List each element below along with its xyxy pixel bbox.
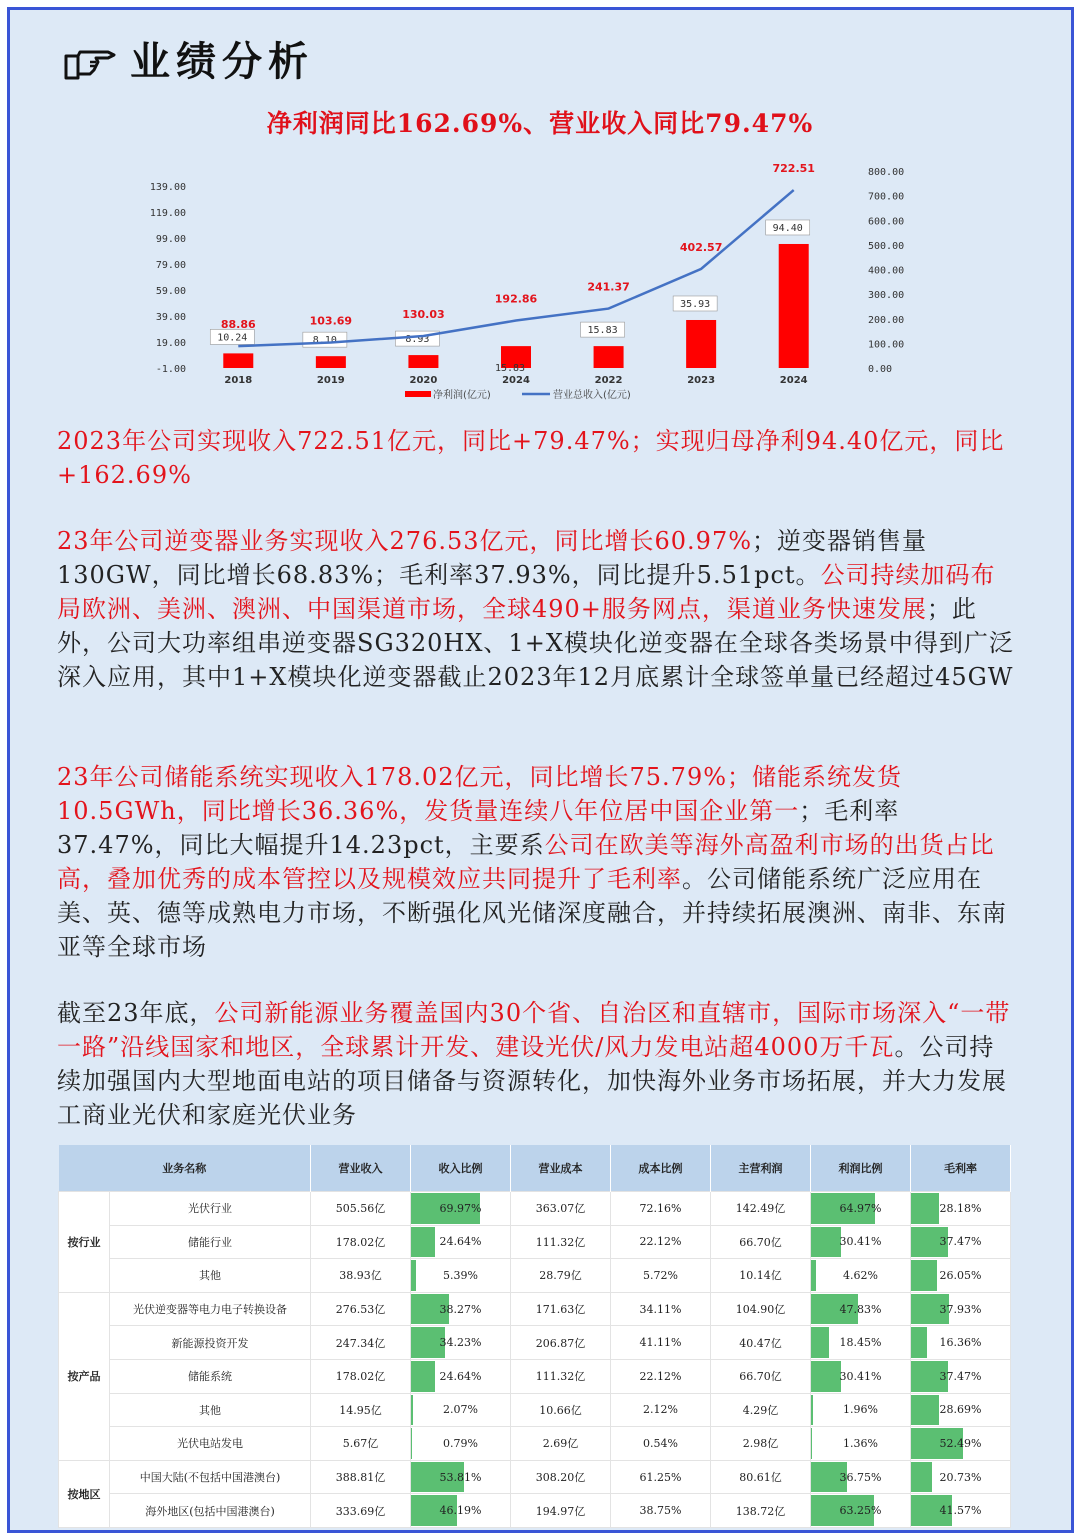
business-name-cell: 新能源投资开发 (110, 1326, 311, 1360)
gross-margin-cell (911, 1494, 1011, 1528)
data-bar (911, 1462, 932, 1493)
section-header (60, 26, 314, 90)
cell-value: 46.19% (439, 1504, 482, 1518)
cell-value: 24.64% (439, 1369, 482, 1383)
revenue-share-cell (411, 1326, 511, 1360)
table-header-row (59, 1145, 1011, 1192)
data-bar (411, 1260, 416, 1291)
right-axis-tick: 800.00 (868, 167, 905, 178)
cell-value: 20.73% (939, 1470, 982, 1484)
profit-share-cell (811, 1259, 911, 1293)
cell-value: 1.36% (843, 1436, 878, 1450)
cost-cell: 194.97亿 (511, 1494, 611, 1528)
cost-share-cell: 72.16% (611, 1192, 711, 1226)
revenue-cell: 276.53亿 (311, 1292, 411, 1326)
gross-margin-cell (911, 1292, 1011, 1326)
cost-cell: 111.32亿 (511, 1225, 611, 1259)
cell-value: 64.97% (839, 1201, 882, 1215)
cost-share-cell: 22.12% (611, 1225, 711, 1259)
business-name-cell: 储能行业 (110, 1225, 311, 1259)
x-axis-tick: 2018 (224, 375, 253, 386)
bar-net-profit (686, 320, 716, 368)
profit-share-cell (811, 1359, 911, 1393)
table-row (59, 1393, 1011, 1427)
table-row (59, 1259, 1011, 1293)
table-row (59, 1460, 1011, 1494)
data-bar (911, 1193, 939, 1224)
cost-share-cell: 0.54% (611, 1427, 711, 1461)
profit-share-cell (811, 1292, 911, 1326)
bar-data-label: 15.83 (494, 363, 526, 374)
column-header: 业务名称 (59, 1145, 311, 1192)
right-axis-tick: 200.00 (868, 314, 905, 326)
bar-net-profit (408, 355, 438, 368)
data-bar (911, 1260, 937, 1291)
cell-value: 28.18% (939, 1201, 982, 1215)
bar-net-profit (223, 353, 253, 368)
cell-value: 26.05% (939, 1268, 982, 1282)
cost-share-cell: 2.12% (611, 1393, 711, 1427)
body-text: ；毛利率37.47%，同比大幅提升14.23pct，主要系 (57, 797, 900, 859)
profit-cell: 142.49亿 (711, 1192, 811, 1226)
table-row (59, 1494, 1011, 1528)
x-axis-tick: 2023 (687, 375, 716, 386)
cell-value: 0.79% (443, 1436, 478, 1450)
revenue-profit-chart (140, 158, 920, 408)
right-axis-tick: 300.00 (868, 290, 905, 302)
right-axis-tick: 100.00 (868, 339, 905, 351)
business-name-cell: 储能系统 (110, 1359, 311, 1393)
gross-margin-cell (911, 1192, 1011, 1226)
gross-margin-cell (911, 1326, 1011, 1360)
right-axis-tick: 700.00 (868, 191, 905, 203)
left-axis-tick: 79.00 (155, 260, 186, 271)
bar-data-label: 94.40 (772, 222, 803, 234)
data-bar (811, 1227, 841, 1258)
left-axis-tick: 39.00 (155, 312, 186, 323)
paragraph (57, 524, 1017, 694)
highlighted-text: 公司在欧美等海外高盈利市场的出货占比高，叠加优秀的成本管控以及规模效应共同提升了毛利率 (57, 831, 995, 893)
line-data-label: 722.51 (772, 162, 815, 176)
profit-cell: 2.98亿 (711, 1427, 811, 1461)
cost-cell: 28.79亿 (511, 1259, 611, 1293)
business-name-cell: 中国大陆(不包括中国港澳台) (110, 1460, 311, 1494)
line-data-label: 192.86 (494, 292, 538, 306)
bar-net-profit (316, 356, 346, 368)
paragraph (57, 424, 1017, 492)
cost-cell: 171.63亿 (511, 1292, 611, 1326)
column-header: 成本比例 (611, 1145, 711, 1192)
cell-value: 18.45% (839, 1336, 882, 1350)
cell-value: 16.36% (939, 1336, 982, 1350)
profit-cell: 66.70亿 (711, 1225, 811, 1259)
paragraph (57, 996, 1017, 1132)
highlighted-text: 公司持续加码布局欧洲、美洲、澳洲、中国渠道市场，全球490+服务网点，渠道业务快速发展 (57, 561, 996, 623)
cost-cell: 2.69亿 (511, 1427, 611, 1461)
bar-data-label: 8.10 (312, 335, 337, 347)
x-axis-tick: 2020 (409, 375, 438, 386)
bar-data-label: 8.93 (405, 334, 430, 346)
revenue-share-cell (411, 1494, 511, 1528)
body-text: ；逆变器销售量130GW，同比增长68.83%；毛利率37.93%，同比提升5.51pct。 (57, 527, 928, 589)
revenue-cell: 247.34亿 (311, 1326, 411, 1360)
group-label: 按产品 (59, 1292, 110, 1460)
line-data-label: 88.86 (220, 318, 256, 332)
legend-label: 净利润(亿元) (433, 390, 491, 401)
profit-share-cell (811, 1192, 911, 1226)
cell-value: 34.23% (439, 1336, 482, 1350)
table-row (59, 1192, 1011, 1226)
cell-value: 37.93% (939, 1302, 982, 1316)
gross-margin-cell (911, 1427, 1011, 1461)
data-bar (411, 1428, 412, 1459)
cell-value: 37.47% (939, 1369, 982, 1383)
line-data-label: 241.37 (587, 280, 630, 294)
gross-margin-cell (911, 1259, 1011, 1293)
bar-net-profit (594, 346, 624, 368)
column-header: 主营利润 (711, 1145, 811, 1192)
group-label: 按行业 (59, 1192, 110, 1293)
table-row (59, 1427, 1011, 1461)
table-row (59, 1292, 1011, 1326)
data-bar (811, 1428, 812, 1459)
cell-value: 52.49% (939, 1436, 982, 1450)
business-name-cell: 其他 (110, 1393, 311, 1427)
revenue-cell: 333.69亿 (311, 1494, 411, 1528)
revenue-share-cell (411, 1192, 511, 1226)
business-breakdown-table (58, 1145, 1011, 1528)
group-label: 按地区 (59, 1460, 110, 1527)
revenue-share-cell (411, 1292, 511, 1326)
revenue-cell: 505.56亿 (311, 1192, 411, 1226)
pointing-hand-icon (60, 26, 124, 90)
cost-cell: 10.66亿 (511, 1393, 611, 1427)
cell-value: 28.69% (939, 1403, 982, 1417)
left-axis-tick: 119.00 (149, 208, 186, 219)
profit-cell: 4.29亿 (711, 1393, 811, 1427)
cost-cell: 111.32亿 (511, 1359, 611, 1393)
revenue-share-cell (411, 1359, 511, 1393)
cell-value: 47.83% (839, 1302, 882, 1316)
left-axis-tick: 139.00 (149, 182, 186, 193)
left-axis-tick: 59.00 (155, 286, 186, 297)
cost-share-cell: 61.25% (611, 1460, 711, 1494)
business-name-cell: 海外地区(包括中国港澳台) (110, 1494, 311, 1528)
x-axis-tick: 2024 (779, 375, 808, 386)
legend-label: 营业总收入(亿元) (553, 390, 631, 401)
profit-cell: 138.72亿 (711, 1494, 811, 1528)
cell-value: 69.97% (439, 1201, 482, 1215)
highlighted-text: 公司新能源业务覆盖国内30个省、自治区和直辖市，国际市场深入“一带一路”沿线国家和地区，全球累计开发、建设光伏/风力发电站超4000万千瓦 (57, 999, 1011, 1061)
profit-cell: 80.61亿 (711, 1460, 811, 1494)
line-data-label: 103.69 (309, 314, 353, 328)
table-row (59, 1359, 1011, 1393)
revenue-cell: 14.95亿 (311, 1393, 411, 1427)
cell-value: 24.64% (439, 1235, 482, 1249)
x-axis-tick: 2024 (502, 375, 530, 386)
body-text: ；此外，公司大功率组串逆变器SG320HX、1+X模块化逆变器在全球各类场景中得到广泛深入应用，其中1+X模块化逆变器截止2023年12月底累计全球签单量已经超过45GW (57, 595, 1014, 691)
profit-cell: 40.47亿 (711, 1326, 811, 1360)
revenue-cell: 5.67亿 (311, 1427, 411, 1461)
bar-net-profit (779, 244, 809, 368)
left-axis-tick: 99.00 (155, 234, 186, 245)
revenue-share-cell (411, 1427, 511, 1461)
cost-share-cell: 22.12% (611, 1359, 711, 1393)
data-bar (411, 1395, 413, 1426)
cell-value: 36.75% (839, 1470, 882, 1484)
right-axis-tick: 600.00 (868, 216, 905, 228)
cost-share-cell: 34.11% (611, 1292, 711, 1326)
profit-cell: 104.90亿 (711, 1292, 811, 1326)
data-bar (811, 1327, 829, 1358)
cell-value: 5.39% (443, 1268, 478, 1282)
column-header: 收入比例 (411, 1145, 511, 1192)
cell-value: 37.47% (939, 1235, 982, 1249)
line-data-label: 402.57 (679, 240, 723, 254)
highlighted-text: 2023年公司实现收入722.51亿元，同比+79.47%；实现归母净利94.40亿元，同比+162.69% (57, 427, 1005, 489)
line-data-label: 130.03 (402, 307, 445, 321)
column-header: 营业收入 (311, 1145, 411, 1192)
table-row (59, 1225, 1011, 1259)
right-axis-tick: 500.00 (868, 240, 905, 252)
profit-cell: 66.70亿 (711, 1359, 811, 1393)
chart-headline: 净利润同比162.69%、营业收入同比79.47% (266, 109, 814, 138)
cost-cell: 308.20亿 (511, 1460, 611, 1494)
cell-value: 2.07% (443, 1403, 478, 1417)
column-header: 营业成本 (511, 1145, 611, 1192)
revenue-cell: 178.02亿 (311, 1225, 411, 1259)
table-row (59, 1326, 1011, 1360)
profit-share-cell (811, 1494, 911, 1528)
business-name-cell: 光伏行业 (110, 1192, 311, 1226)
profit-share-cell (811, 1326, 911, 1360)
cost-cell: 363.07亿 (511, 1192, 611, 1226)
profit-share-cell (811, 1427, 911, 1461)
data-bar (811, 1260, 816, 1291)
gross-margin-cell (911, 1460, 1011, 1494)
bar-data-label: 35.93 (680, 298, 711, 310)
revenue-share-cell (411, 1259, 511, 1293)
bar-data-label: 10.24 (217, 332, 248, 344)
data-bar (911, 1327, 927, 1358)
right-axis-tick: 0.00 (868, 364, 893, 375)
revenue-cell: 38.93亿 (311, 1259, 411, 1293)
profit-share-cell (811, 1225, 911, 1259)
cell-value: 41.57% (939, 1504, 982, 1518)
left-axis-tick: -1.00 (155, 364, 186, 375)
highlighted-text: 23年公司储能系统实现收入178.02亿元，同比增长75.79%；储能系统发货10.5GWh，同比增长36.36%，发货量连续八年位居中国企业第一 (57, 763, 903, 825)
gross-margin-cell (911, 1393, 1011, 1427)
cell-value: 30.41% (839, 1369, 882, 1383)
column-header: 毛利率 (911, 1145, 1011, 1192)
cell-value: 53.81% (439, 1470, 482, 1484)
gross-margin-cell (911, 1359, 1011, 1393)
cell-value: 1.96% (843, 1403, 878, 1417)
cell-value: 4.62% (843, 1268, 878, 1282)
revenue-cell: 178.02亿 (311, 1359, 411, 1393)
right-axis-tick: 400.00 (868, 265, 905, 277)
data-bar (411, 1227, 435, 1258)
data-bar (411, 1361, 435, 1392)
data-bar (911, 1395, 939, 1426)
gross-margin-cell (911, 1225, 1011, 1259)
data-bar (811, 1361, 841, 1392)
business-name-cell: 光伏逆变器等电力电子转换设备 (110, 1292, 311, 1326)
paragraph (57, 760, 1017, 964)
revenue-share-cell (411, 1460, 511, 1494)
legend-swatch-net-profit (405, 391, 431, 397)
cost-share-cell: 38.75% (611, 1494, 711, 1528)
profit-share-cell (811, 1460, 911, 1494)
profit-cell: 10.14亿 (711, 1259, 811, 1293)
page-title: 业绩分析 (130, 37, 314, 85)
cell-value: 63.25% (839, 1504, 882, 1518)
column-header: 利润比例 (811, 1145, 911, 1192)
cost-cell: 206.87亿 (511, 1326, 611, 1360)
highlighted-text: 23年公司逆变器业务实现收入276.53亿元，同比增长60.97% (57, 527, 753, 555)
revenue-share-cell (411, 1225, 511, 1259)
revenue-cell: 388.81亿 (311, 1460, 411, 1494)
business-name-cell: 其他 (110, 1259, 311, 1293)
body-text: 截至23年底， (57, 999, 215, 1027)
cost-share-cell: 5.72% (611, 1259, 711, 1293)
profit-share-cell (811, 1393, 911, 1427)
cell-value: 30.41% (839, 1235, 882, 1249)
cost-share-cell: 41.11% (611, 1326, 711, 1360)
body-text: 。公司储能系统广泛应用在美、英、德等成熟电力市场，不断强化风光储深度融合，并持续拓展澳洲、南非、东南亚等全球市场 (57, 865, 1007, 961)
business-name-cell: 光伏电站发电 (110, 1427, 311, 1461)
cell-value: 38.27% (439, 1302, 482, 1316)
revenue-share-cell (411, 1393, 511, 1427)
left-axis-tick: 19.00 (155, 338, 186, 349)
bar-data-label: 15.83 (587, 325, 618, 337)
x-axis-tick: 2019 (316, 375, 345, 386)
body-text: 。公司持续加强国内大型地面电站的项目储备与资源转化，加快海外业务市场拓展，并大力发展工商业光伏和家庭光伏业务 (57, 1033, 1007, 1129)
x-axis-tick: 2022 (594, 375, 623, 386)
data-bar (811, 1395, 813, 1426)
